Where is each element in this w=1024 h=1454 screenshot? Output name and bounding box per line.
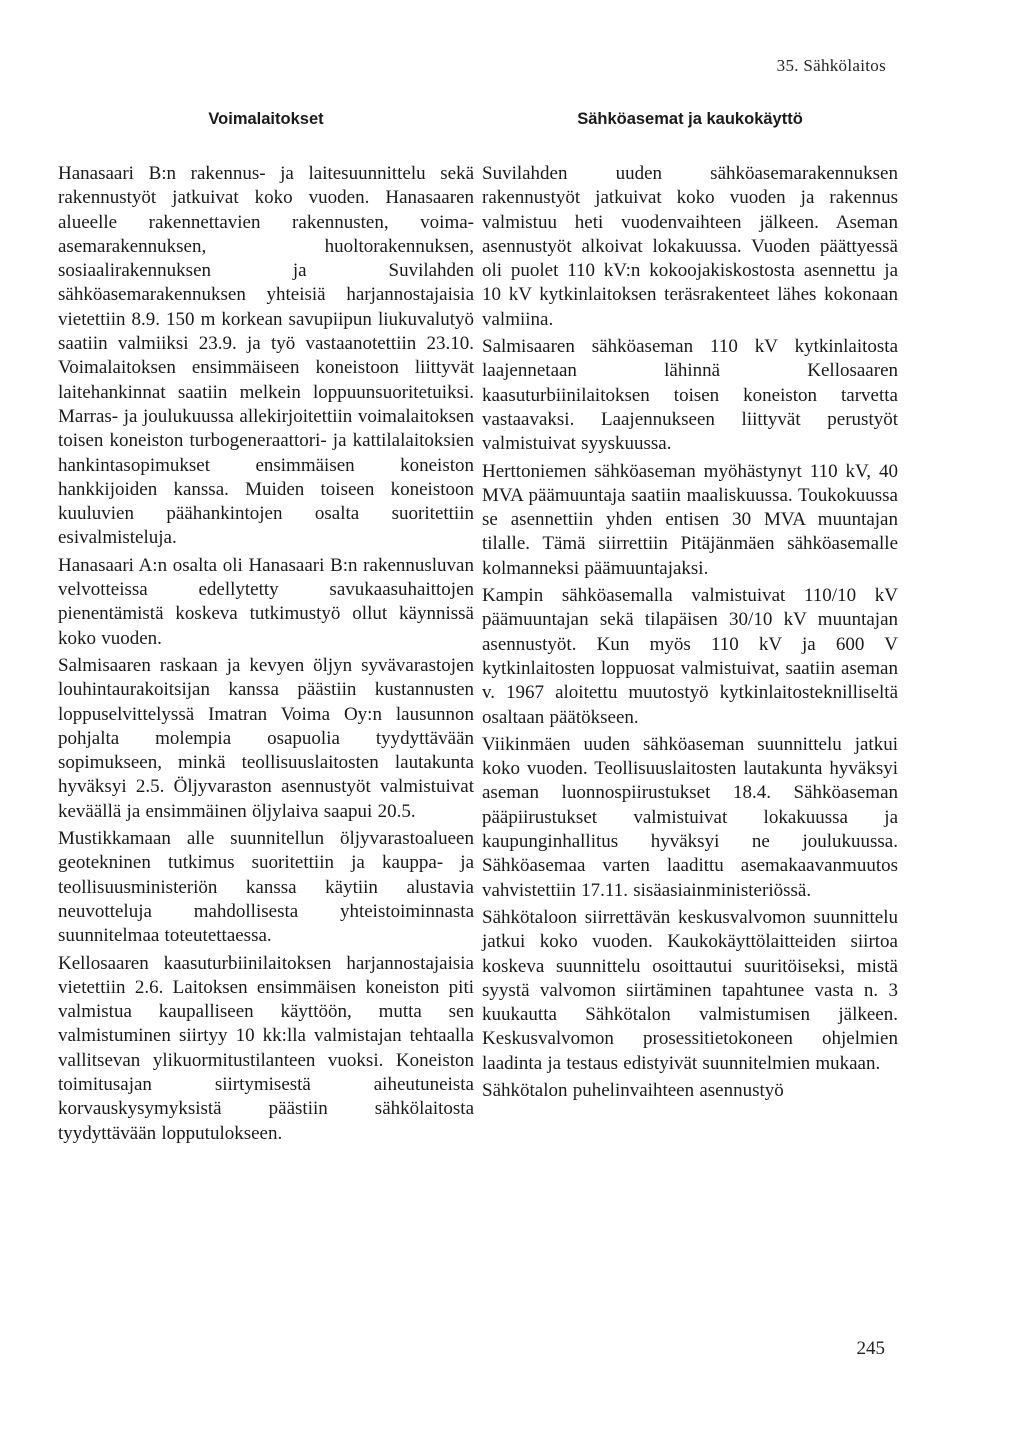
paragraph: Salmisaaren raskaan ja kevyen öljyn syvävarastojen louhintaurakoitsijan kanssa päästiin kustannusten loppuselvittelyssä Imatran Voima Oy:n lausunnon pohjalta molempia osapuolia tyydyttävään sopimukseen, minkä teollisuuslaitosten lautakunta hyväksyi 2.5. Öljyvaraston asennustyöt valmistuivat keväällä ja ensimmäinen öljylaiva saapui 20.5. [58, 654, 474, 822]
paragraph: Kellosaaren kaasuturbiinilaitoksen harjannostajaisia vietettiin 2.6. Laitoksen ensimmäisen koneiston piti valmistua kaupalliseen käyttöön, mutta sen valmistuminen siirtyy 10 kk:lla valmistajan tehtaalla vallitsevan ylikuormitustilanteen vuoksi. Koneiston toimitusajan siirtymisestä aiheutuneista korvauskysymyksistä päästiin sähkölaitosta tyydyttävään lopputulokseen. [58, 952, 474, 1144]
running-head: 35. Sähkölaitos [776, 56, 886, 75]
paragraph: Suvilahden uuden sähköasemarakennuksen rakennustyöt jatkuivat koko vuoden ja rakennus valmistuu heti vuodenvaihteen jälkeen. Aseman asennustyöt alkoivat lokakuussa. Vuoden päättyessä oli puolet 110 kV:n kokoojakiskostosta asennettu ja 10 kV kytkinlaitoksen teräsrakenteet lähes kokonaan valmiina. [482, 163, 898, 330]
right-column [482, 108, 898, 1106]
paragraph: Herttoniemen sähköaseman myöhästynyt 110 kV, 40 MVA päämuuntaja saatiin maaliskuussa. Toukokuussa se asennettiin yhden entisen 30 MVA muuntajan tilalle. Tämä siirrettiin Pitäjänmäen sähköasemalle kolmanneksi päämuuntajaksi. [482, 460, 898, 579]
paragraph: Kampin sähköasemalla valmistuivat 110/10 kV päämuuntajan sekä tilapäisen 30/10 kV muuntajan asennustyöt. Kun myös 110 kV ja 600 V kytkinlaitosten loppuosat valmistuivat, saatiin aseman v. 1967 aloitettu muutostyö kytkinlaitosteknilliseltä osaltaan päätökseen. [482, 585, 898, 728]
left-column [58, 108, 474, 1149]
paragraph: Sähkötalon puhelinvaihteen asennustyö [482, 1079, 784, 1101]
paragraph: Sähkötaloon siirrettävän keskusvalvomon suunnittelu jatkui koko vuoden. Kaukokäyttölaitteiden siirtoa koskeva suunnittelu osoittautui suuritöiseksi, mistä syystä valvomon siirtäminen tapahtunee vasta n. 3 kuukautta Sähkötalon valmistumisen jälkeen. Keskusvalvomon prosessitietokoneen ohjelmien laadinta ja testaus edistyivät suunnitelmien mukaan. [482, 906, 898, 1074]
page-number: 245 [856, 1338, 885, 1359]
section-heading-sahkoasemat: Sähköasemat ja kaukokäyttö [577, 110, 803, 128]
paragraph: Viikinmäen uuden sähköaseman suunnittelu jatkui koko vuoden. Teollisuuslaitosten lautakunta hyväksyi aseman luonnospiirustukset 18.4. Sähköaseman pääpiirustukset valmistuivat lokakuussa ja kaupunginhallitus hyväksyi ne joulukuussa. Sähköasemaa varten laadittu asemakaavanmuutos vahvistettiin 17.11. sisäasiainministeriössä. [482, 733, 898, 901]
paragraph: Mustikkamaan alle suunnitellun öljyvarastoalueen geotekninen tutkimus suoritettiin ja kauppa- ja teollisuusministeriön kanssa käytiin alustavia neuvotteluja mahdollisesta yhteistoiminnasta suunnitelmaa toteutettaessa. [58, 828, 474, 947]
paragraph: Hanasaari B:n rakennus- ja laitesuunnittelu sekä rakennustyöt jatkuivat koko vuoden. Hanasaaren alueelle rakennettavien rakennusten, voima-asemarakennuksen, huoltorakennuksen, sosiaalirakennuksen ja Suvilahden sähköasemarakennuksen yhteisiä harjannostajaisia vietettiin 8.9. 150 m korkean savupiipun liukuvalutyö saatiin valmiiksi 23.9. ja työ vastaanotettiin 23.10. Voimalaitoksen ensimmäiseen koneistoon liittyvät laitehankinnat saatiin melkein loppuunsuoritetuiksi. Marras- ja joulukuussa allekirjoitettiin voimalaitoksen toisen koneiston turbogeneraattori- ja kattilalaitoksien hankintasopimukset ensimmäisen koneiston hankkijoiden kanssa. Muiden toiseen koneistoon kuuluvien päähankintojen osalta suoritettiin esivalmisteluja. [58, 163, 474, 549]
paragraph: Salmisaaren sähköaseman 110 kV kytkinlaitosta laajennetaan lähinnä Kellosaaren kaasuturbiinilaitoksen toisen koneiston tarvetta vastaavaksi. Laajennukseen liittyvät perustyöt valmistuivat syyskuussa. [482, 336, 898, 455]
paragraph: Hanasaari A:n osalta oli Hanasaari B:n rakennusluvan velvotteissa edellytetty savukaasuhaittojen pienentämistä koskeva tutkimustyö ollut käynnissä koko vuoden. [58, 554, 474, 649]
section-heading-voimalaitokset: Voimalaitokset [208, 110, 324, 128]
